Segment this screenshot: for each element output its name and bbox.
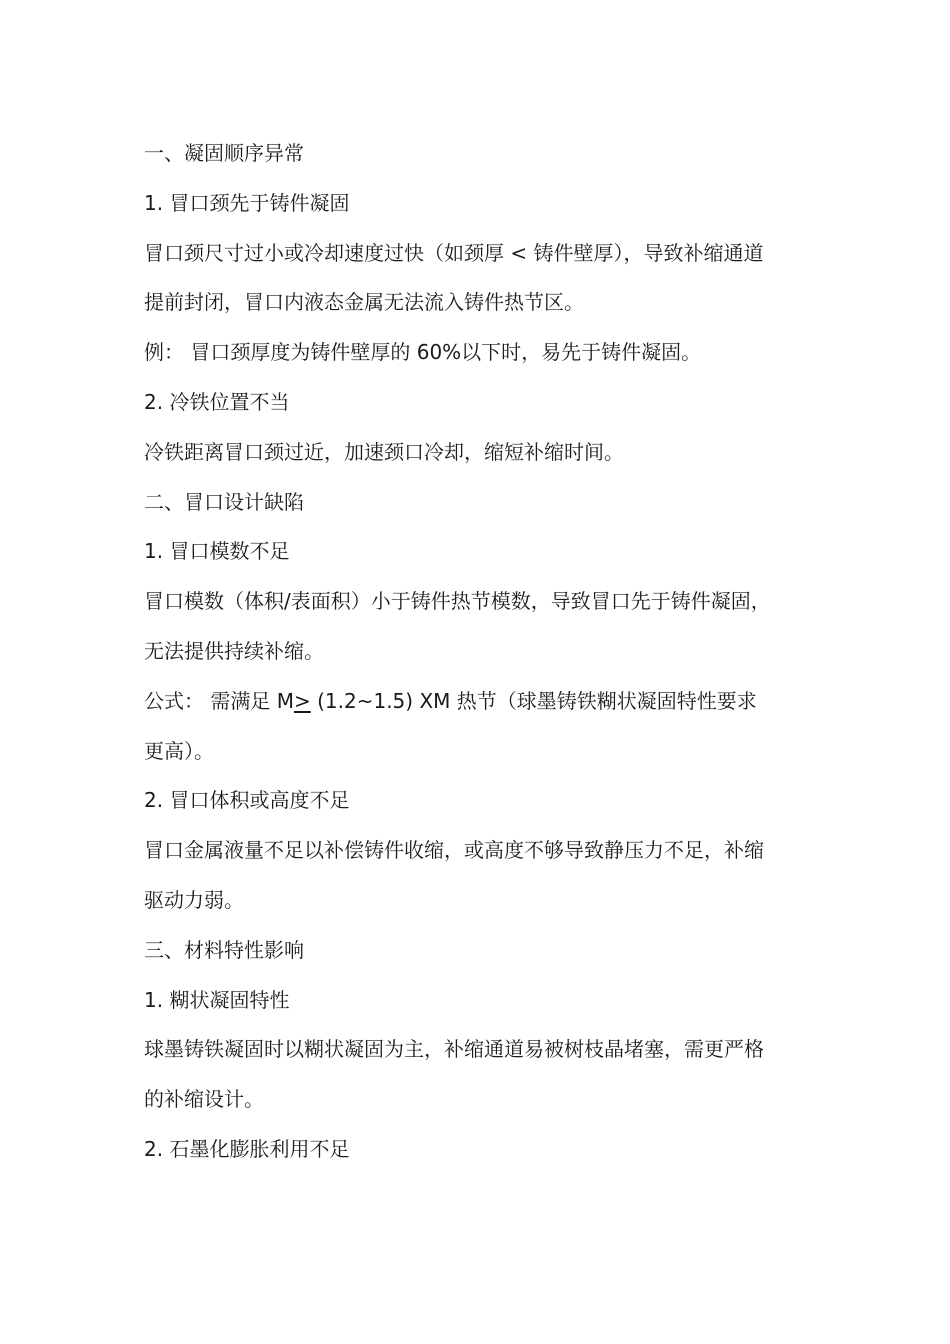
subheading-1-1: 1. 冒口颈先于铸件凝固 [144,190,350,215]
paragraph: 冒口颈尺寸过小或冷却速度过快（如颈厚 < 铸件壁厚），导致补缩通道 [144,240,764,265]
paragraph: 冷铁距离冒口颈过近，加速颈口冷却，缩短补缩时间。 [144,439,624,464]
greater-equal-symbol: > [293,688,311,713]
paragraph: 无法提供持续补缩。 [144,638,324,663]
paragraph: 冒口模数（体积/表面积）小于铸件热节模数，导致冒口先于铸件凝固， [144,589,771,614]
section-heading-2: 二、冒口设计缺陷 [144,489,304,514]
formula-suffix: (1.2~1.5) XM 热节（球墨铸铁糊状凝固特性要求 [310,688,757,713]
subheading-3-2: 2. 石墨化膨胀利用不足 [144,1136,350,1161]
subheading-3-1: 1. 糊状凝固特性 [144,987,290,1012]
example-paragraph: 例： 冒口颈厚度为铸件壁厚的 60%以下时，易先于铸件凝固。 [144,340,702,365]
paragraph: 冒口金属液量不足以补偿铸件收缩，或高度不够导致静压力不足，补缩 [144,838,764,863]
subheading-2-2: 2. 冒口体积或高度不足 [144,788,350,813]
section-heading-3: 三、材料特性影响 [144,937,304,962]
paragraph: 球墨铸铁凝固时以糊状凝固为主，补缩通道易被树枝晶堵塞，需更严格 [144,1037,764,1062]
paragraph: 驱动力弱。 [144,887,244,912]
formula-line [144,677,824,727]
paragraph: 的补缩设计。 [144,1087,264,1112]
formula-prefix: 公式： 需满足 M [144,688,294,713]
paragraph: 提前封闭，冒口内液态金属无法流入铸件热节区。 [144,290,584,315]
section-heading-1: 一、凝固顺序异常 [144,141,304,165]
document-body [144,129,824,1175]
paragraph: 更高）。 [144,738,214,763]
subheading-2-1: 1. 冒口模数不足 [144,539,290,564]
subheading-1-2: 2. 冷铁位置不当 [144,389,290,414]
